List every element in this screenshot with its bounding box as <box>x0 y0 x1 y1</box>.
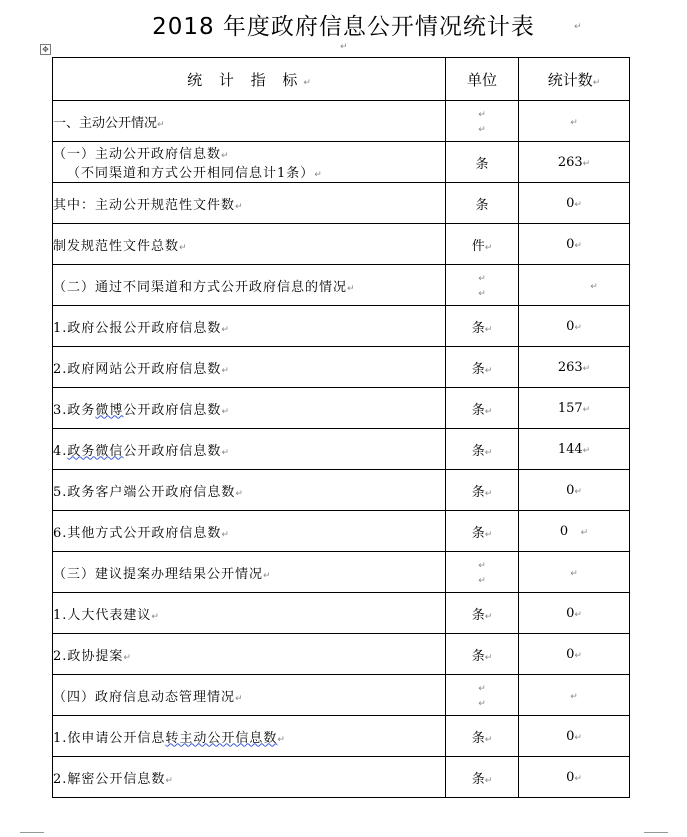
indicator-cell: （二）通过不同渠道和方式公开政府信息的情况↵ <box>53 265 446 306</box>
indicator-cell: （三）建议提案办理结果公开情况↵ <box>53 552 446 593</box>
unit-cell: 条↵ <box>446 470 519 511</box>
unit-cell: 条↵ <box>446 634 519 675</box>
value-cell: 263↵ <box>519 142 630 183</box>
header-count: 统计数↵ <box>519 58 630 101</box>
table-row <box>53 675 630 716</box>
unit-cell: ↵ ↵ <box>446 675 519 716</box>
table-row <box>53 511 630 552</box>
table-row <box>53 593 630 634</box>
value-cell: 0↵ <box>519 634 630 675</box>
indicator-cell: 2.解密公开信息数↵ <box>53 757 446 798</box>
paragraph-mark: ↵ <box>574 22 582 32</box>
value-cell: 0↵ <box>519 470 630 511</box>
indicator-cell: 1.政府公报公开政府信息数↵ <box>53 306 446 347</box>
unit-cell: 条↵ <box>446 388 519 429</box>
indicator-cell: 3.政务微博公开政府信息数↵ <box>53 388 446 429</box>
table-row <box>53 634 630 675</box>
unit-cell: 件↵ <box>446 224 519 265</box>
indicator-cell: 2.政协提案↵ <box>53 634 446 675</box>
table-row <box>53 265 630 306</box>
indicator-cell: （一）主动公开政府信息数↵ （不同渠道和方式公开相同信息计1条）↵ <box>53 142 446 183</box>
table-row <box>53 388 630 429</box>
indicator-cell: （四）政府信息动态管理情况↵ <box>53 675 446 716</box>
unit-cell: 条↵ <box>446 716 519 757</box>
unit-cell: 条↵ <box>446 593 519 634</box>
document-title: 2018 年度政府信息公开情况统计表 <box>152 14 535 40</box>
unit-cell: ↵ ↵ <box>446 552 519 593</box>
unit-cell: 条↵ <box>446 511 519 552</box>
indicator-cell: 5.政务客户端公开政府信息数↵ <box>53 470 446 511</box>
value-cell: 144↵ <box>519 429 630 470</box>
paragraph-mark: ↵ <box>340 42 348 52</box>
table-row <box>53 183 630 224</box>
indicator-cell: 1.人大代表建议↵ <box>53 593 446 634</box>
value-cell: 0↵ <box>519 593 630 634</box>
value-cell: 0↵ <box>519 183 630 224</box>
table-row <box>53 470 630 511</box>
unit-cell: 条↵ <box>446 306 519 347</box>
table-row <box>53 552 630 593</box>
value-cell: 263↵ <box>519 347 630 388</box>
indicator-cell: 一、主动公开情况↵ <box>53 101 446 142</box>
value-cell: 0↵ <box>519 224 630 265</box>
indicator-cell: 1.依申请公开信息转主动公开信息数↵ <box>53 716 446 757</box>
value-cell: ↵ <box>519 265 630 306</box>
unit-cell: 条 <box>446 142 519 183</box>
value-cell: 0 ↵ <box>519 511 630 552</box>
table-row <box>53 716 630 757</box>
indicator-cell: 6.其他方式公开政府信息数↵ <box>53 511 446 552</box>
table-row <box>53 347 630 388</box>
unit-cell: 条↵ <box>446 347 519 388</box>
table-move-handle-icon[interactable]: ✥ <box>40 44 51 55</box>
value-cell: ↵ <box>519 675 630 716</box>
value-cell: ↵ <box>519 552 630 593</box>
table-row <box>53 757 630 798</box>
unit-cell: 条 <box>446 183 519 224</box>
table-row <box>53 142 630 183</box>
value-cell: 0↵ <box>519 306 630 347</box>
table-row <box>53 101 630 142</box>
indicator-cell: 制发规范性文件总数↵ <box>53 224 446 265</box>
header-unit: 单位 <box>446 58 519 101</box>
table-header-row <box>53 58 630 101</box>
value-cell: 0↵ <box>519 716 630 757</box>
statistics-table <box>52 57 630 798</box>
indicator-cell: 2.政府网站公开政府信息数↵ <box>53 347 446 388</box>
indicator-cell: 其中：主动公开规范性文件数↵ <box>53 183 446 224</box>
unit-cell: 条↵ <box>446 429 519 470</box>
unit-cell: ↵ ↵ <box>446 265 519 306</box>
table-row <box>53 306 630 347</box>
value-cell: ↵ <box>519 101 630 142</box>
header-indicator: 统 计 指 标↵ <box>53 58 446 101</box>
unit-cell: ↵ ↵ <box>446 101 519 142</box>
unit-cell: 条↵ <box>446 757 519 798</box>
table-row <box>53 224 630 265</box>
table-row <box>53 429 630 470</box>
indicator-cell: 4.政务微信公开政府信息数↵ <box>53 429 446 470</box>
value-cell: 157↵ <box>519 388 630 429</box>
page-edge-left <box>20 832 44 833</box>
value-cell: 0↵ <box>519 757 630 798</box>
page-edge-right <box>644 832 668 833</box>
